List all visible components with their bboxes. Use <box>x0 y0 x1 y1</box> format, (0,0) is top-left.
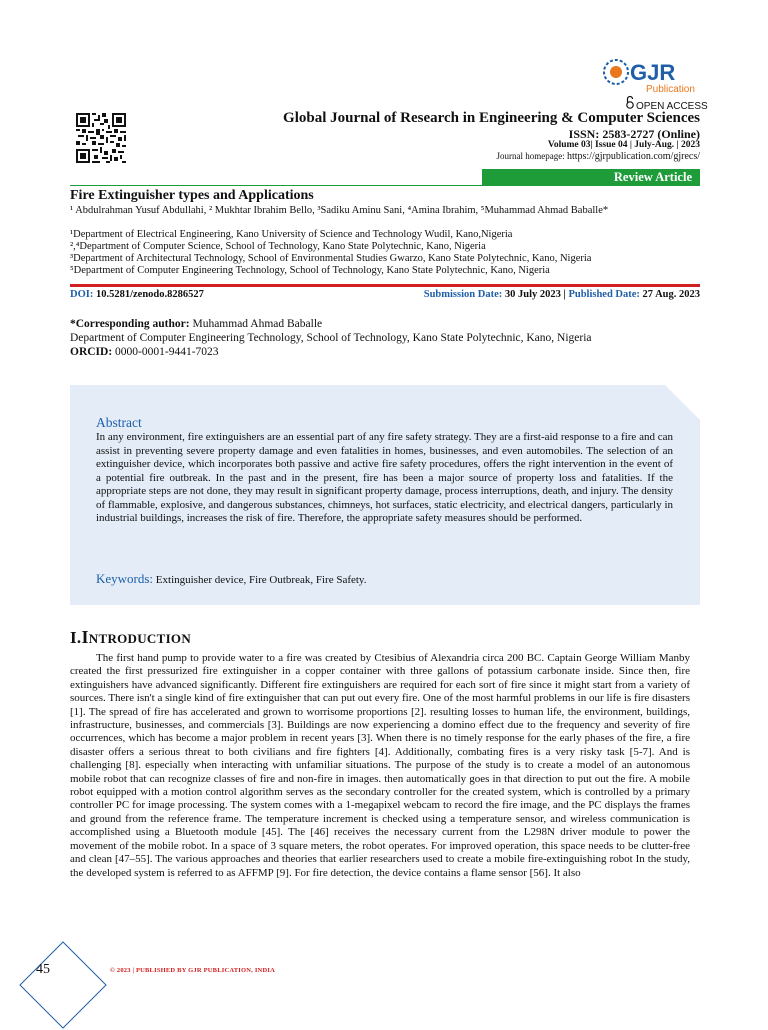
keywords-value: Extinguisher device, Fire Outbreak, Fire Safety. <box>155 574 367 586</box>
published-date: 27 Aug. 2023 <box>642 289 700 300</box>
metadata-divider <box>70 284 700 287</box>
affiliations <box>70 229 591 277</box>
heading-rest: NTRODUCTION <box>88 631 192 646</box>
section-heading-introduction <box>70 627 191 648</box>
orcid-label: ORCID: <box>70 346 113 358</box>
logo-text: GJR <box>630 60 676 85</box>
open-access-label: OPEN ACCESS <box>636 101 708 112</box>
doi <box>70 289 204 300</box>
volume-issue: Volume 03| Issue 04 | July-Aug. | 2023 <box>547 140 700 150</box>
paper-title: Fire Extinguisher types and Applications <box>70 188 314 203</box>
keywords <box>96 571 366 587</box>
homepage-link[interactable]: https://gjrpublication.com/gjrecs/ <box>566 151 700 162</box>
affiliation-item: ²,⁴Department of Computer Science, School of Technology, Kano State Polytechnic, Kano, Nigeria <box>70 241 486 252</box>
abstract-title: Abstract <box>96 415 142 430</box>
author-list: ¹ Abdulrahman Yusuf Abdullahi, ² Mukhtar Ibrahim Bello, ³Sadiku Aminu Sani, ⁴Amina Ibrahim, ⁵Muhammad Ahmad Baballe* <box>70 205 609 216</box>
doi-value[interactable]: 10.5281/zenodo.8286527 <box>95 289 204 300</box>
section-number: I. <box>70 628 82 647</box>
published-label: Published Date: <box>568 289 640 300</box>
heading-initial: I <box>81 627 89 647</box>
introduction-body <box>70 652 690 880</box>
corresponding-author <box>70 317 592 359</box>
abstract-text: In any environment, fire extinguishers are an essential part of any fire safety strategy. They are a first-aid response to a fire and can assist in preventing severe property damage and even fatalities in homes, businesses, and even automobiles. The selection of an extinguisher device, which incorporates both passive and active fire safety procedures, offers the right intervention in the event of a potential fire outbreak. In the past and in the present, fire has been a major source of property loss and fatalities. If the appropriate steps are not done, they may result in significant property damage, process interruptions, death, and injury. The density of flammable, explosive, and dangerous substances, chimneys, hot surfaces, static electricity, and electrical dangers, particularly in industrial buildings, increases the risk of fire. Therefore, the appropriate safety measures should be performed. <box>96 431 673 524</box>
orcid-value[interactable]: 0000-0001-9441-7023 <box>115 346 219 358</box>
journal-homepage <box>300 151 700 162</box>
qr-code-icon <box>76 113 126 163</box>
issn: ISSN: 2583-2727 (Online) <box>568 127 700 141</box>
affiliation-item: ³Department of Architectural Technology, School of Environmental Studies Gwarzo, Kano State Polytechnic, Kano, Nigeria <box>70 253 592 264</box>
page-number: 45 <box>36 962 50 977</box>
gjr-publication-logo <box>596 54 708 112</box>
page-number-badge <box>18 940 108 1030</box>
doi-label: DOI: <box>70 289 94 300</box>
open-access-icon <box>627 97 633 109</box>
journal-title: Global Journal of Research in Engineering & Computer Sciences <box>283 110 700 126</box>
introduction-text: The first hand pump to provide water to a fire was created by Ctesibius of Alexandria circa 200 BC. Captain George William Manby created the first pressurized fire extinguisher in a copper container with three gallons of potassium carbonate inside. Since then, fire extinguishers have advanced significantly. Different fire extinguishers are required for each sort of fire since it might start from a variety of sources. There isn't a single kind of fire extinguisher that can put out every fire. One of the most harmful problems in our life is fire disasters [1]. The spread of fire has accelerated and grown to worrisome proportions [2]. resulting losses to human life, the environment, buildings, infrastructure, businesses, and commercials [3]. Buildings are now experiencing a domino effect due to the frequency and severity of fire occurrences, which has become a major problem in recent years [3]. When there is no timely response for the early phases of the fire, a fire disaster offers a serious threat to both civilians and fire fighters [4]. Additionally, combating fires is a very risky task [5-7]. And is challenging [8]. especially when interacting with unfamiliar situations. The purpose of the study is to create a model of an autonomous mobile robot that can recognize classes of fire and non-fire in images. then automatically goes in that direction to put out the fire. A mobile robot equipped with a motion control algorithm serves as the secondary controller for the created system, which is controlled by a primary controller PC for image processing. The system comes with a 1-megapixel webcam to record the fire image, and the PC displays the frames and ground from the reference frame. The temperature increment is checked using a temperature sensor, and wireless communication is accomplished using a Bluetooth module [45]. The [46] receives the necessary current from the L298N driver module to power the movement of the mobile robot. In a space of 3 square meters, the robot operates. For improved operation, this space needs to be clutter-free and clean [47–55]. The various approaches and theories that earlier researchers used to create a mobile fire-extinguishing robot In the study, the developed system is referred to as AFFMP [9]. For fire detection, the device contains a flame sensor [56]. It also <box>70 652 690 879</box>
header-divider <box>70 185 700 186</box>
keywords-label: Keywords: <box>96 571 154 586</box>
homepage-label: Journal homepage: <box>496 151 567 161</box>
corr-department: Department of Computer Engineering Technology, School of Technology, Kano State Polytechnic, Kano, Nigeria <box>70 332 592 344</box>
publication-dates: Submission Date: 30 July 2023 | Published Date: 27 Aug. 2023 <box>423 289 700 300</box>
affiliation-item: ⁵Department of Computer Engineering Technology, School of Technology, Kano State Polytechnic, Kano, Nigeria <box>70 265 550 276</box>
logo-subtext: Publication <box>646 84 695 95</box>
corr-label: *Corresponding author: <box>70 318 190 330</box>
affiliation-item: ¹Department of Electrical Engineering, Kano University of Science and Technology Wudil, Kano,Nigeria <box>70 229 513 240</box>
submission-date: 30 July 2023 <box>504 289 561 300</box>
article-type-badge: Review Article <box>482 169 700 185</box>
corr-name: Muhammad Ahmad Baballe <box>192 318 323 330</box>
submission-label: Submission Date: <box>423 289 503 300</box>
copyright-notice: © 2023 | PUBLISHED BY GJR PUBLICATION, INDIA <box>110 967 275 974</box>
